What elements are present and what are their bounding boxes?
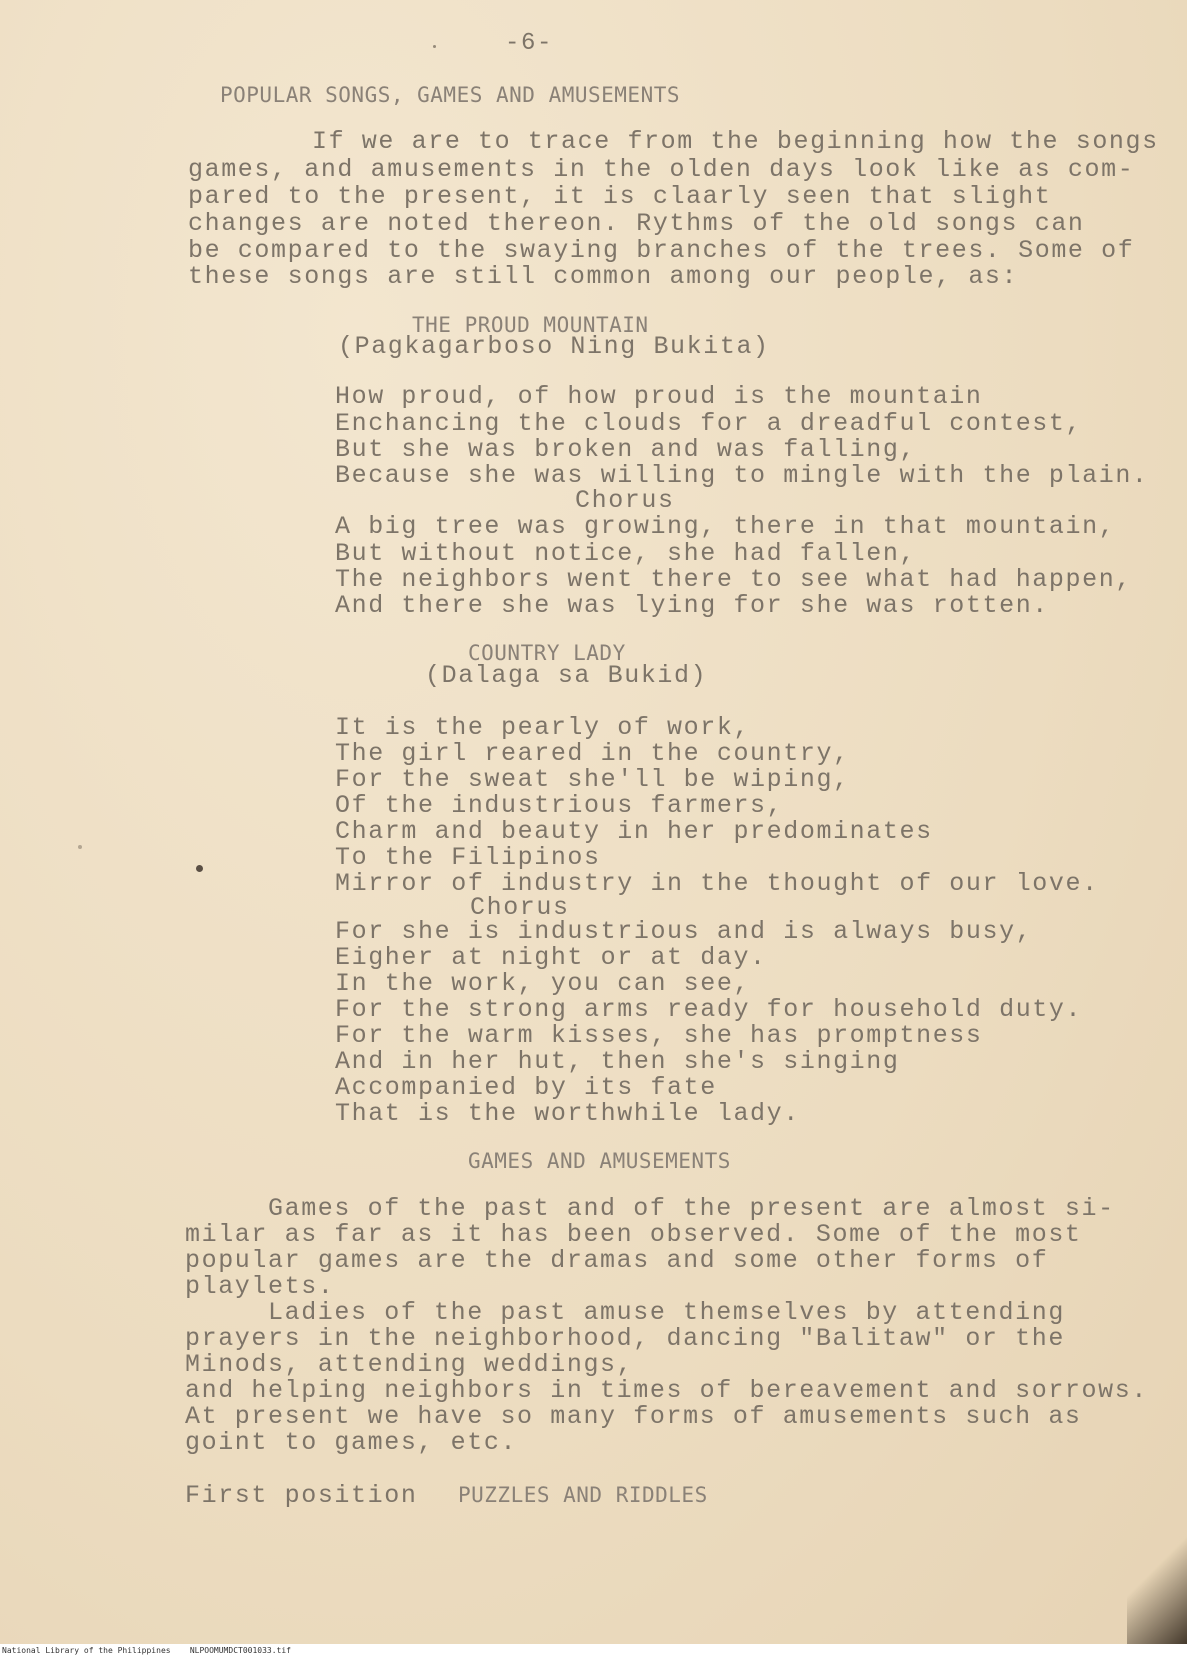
intro-line-6: these songs are still common among our people, as: — [188, 262, 1019, 291]
song2-title: COUNTRY LADY — [468, 641, 626, 665]
page-number: -6- — [505, 30, 554, 57]
ink-speck — [433, 45, 436, 48]
last-line-label: First position — [185, 1481, 418, 1510]
scan-footer: National Library of the Philippines NLPOOMUMDCT001033.tif — [0, 1644, 1187, 1658]
song2-chorus-2: Eigher at night or at day. — [335, 943, 767, 972]
main-heading: POPULAR SONGS, GAMES AND AMUSEMENTS — [220, 83, 681, 107]
song2-chorus-label: Chorus — [470, 893, 570, 922]
song1-subtitle: (Pagkagarboso Ning Bukita) — [338, 332, 770, 361]
song2-chorus-1: For she is industrious and is always busy, — [335, 917, 1033, 946]
intro-line-2: games, and amusements in the olden days look like as com- — [188, 155, 1135, 184]
song2-verse-6: To the Filipinos — [335, 843, 601, 872]
games-line-10: goint to games, etc. — [185, 1428, 518, 1457]
song2-chorus-6: And in her hut, then she's singing — [335, 1047, 900, 1076]
song1-chorus-3: The neighbors went there to see what had happen, — [335, 565, 1132, 594]
games-line-1: Games of the past and of the present are almost si- — [268, 1194, 1115, 1223]
song2-subtitle: (Dalaga sa Bukid) — [425, 661, 708, 690]
song2-chorus-4: For the strong arms ready for household duty. — [335, 995, 1083, 1024]
games-line-4: playlets. — [185, 1272, 335, 1301]
song1-chorus-4: And there she was lying for she was rotten. — [335, 591, 1049, 620]
song2-chorus-5: For the warm kisses, she has promptness — [335, 1021, 983, 1050]
games-line-2: milar as far as it has been observed. Some of the most — [185, 1220, 1082, 1249]
intro-line-5: be compared to the swaying branches of the trees. Some of — [188, 236, 1135, 265]
song2-verse-3: For the sweat she'll be wiping, — [335, 765, 850, 794]
games-line-3: popular games are the dramas and some other forms of — [185, 1246, 1049, 1275]
intro-line-3: pared to the present, it is claarly seen that slight — [188, 182, 1052, 211]
song1-chorus-1: A big tree was growing, there in that mountain, — [335, 512, 1116, 541]
song1-title: THE PROUD MOUNTAIN — [412, 313, 649, 337]
song2-verse-2: The girl reared in the country, — [335, 739, 850, 768]
games-line-7: Minods, attending weddings, — [185, 1350, 634, 1379]
song2-verse-4: Of the industrious farmers, — [335, 791, 784, 820]
ink-speck-2 — [78, 845, 82, 849]
song2-chorus-8: That is the worthwhile lady. — [335, 1099, 800, 1128]
song1-verse-4: Because she was willing to mingle with the plain. — [335, 461, 1149, 490]
song1-chorus-2: But without notice, she had fallen, — [335, 539, 917, 568]
intro-line-1: If we are to trace from the beginning how the songs — [312, 127, 1159, 156]
song1-verse-3: But she was broken and was falling, — [335, 435, 917, 464]
games-line-6: prayers in the neighborhood, dancing "Balitaw" or the — [185, 1324, 1065, 1353]
song2-chorus-7: Accompanied by its fate — [335, 1073, 717, 1102]
song2-verse-5: Charm and beauty in her predominates — [335, 817, 933, 846]
games-line-9: At present we have so many forms of amusements such as — [185, 1402, 1082, 1431]
intro-line-4: changes are noted thereon. Rythms of the old songs can — [188, 209, 1085, 238]
song1-chorus-label: Chorus — [575, 486, 675, 515]
puzzles-heading: PUZZLES AND RIDDLES — [458, 1483, 708, 1507]
corner-shadow — [1127, 1524, 1187, 1644]
song1-verse-2: Enchancing the clouds for a dreadful contest, — [335, 409, 1083, 438]
song2-chorus-3: In the work, you can see, — [335, 969, 751, 998]
ink-spot — [196, 865, 203, 872]
song2-verse-1: It is the pearly of work, — [335, 713, 751, 742]
games-heading: GAMES AND AMUSEMENTS — [468, 1149, 731, 1173]
song1-verse-1: How proud, of how proud is the mountain — [335, 382, 983, 411]
song2-verse-7: Mirror of industry in the thought of our love. — [335, 869, 1099, 898]
games-line-8: and helping neighbors in times of bereavement and sorrows. — [185, 1376, 1148, 1405]
games-line-5: Ladies of the past amuse themselves by attending — [268, 1298, 1065, 1327]
